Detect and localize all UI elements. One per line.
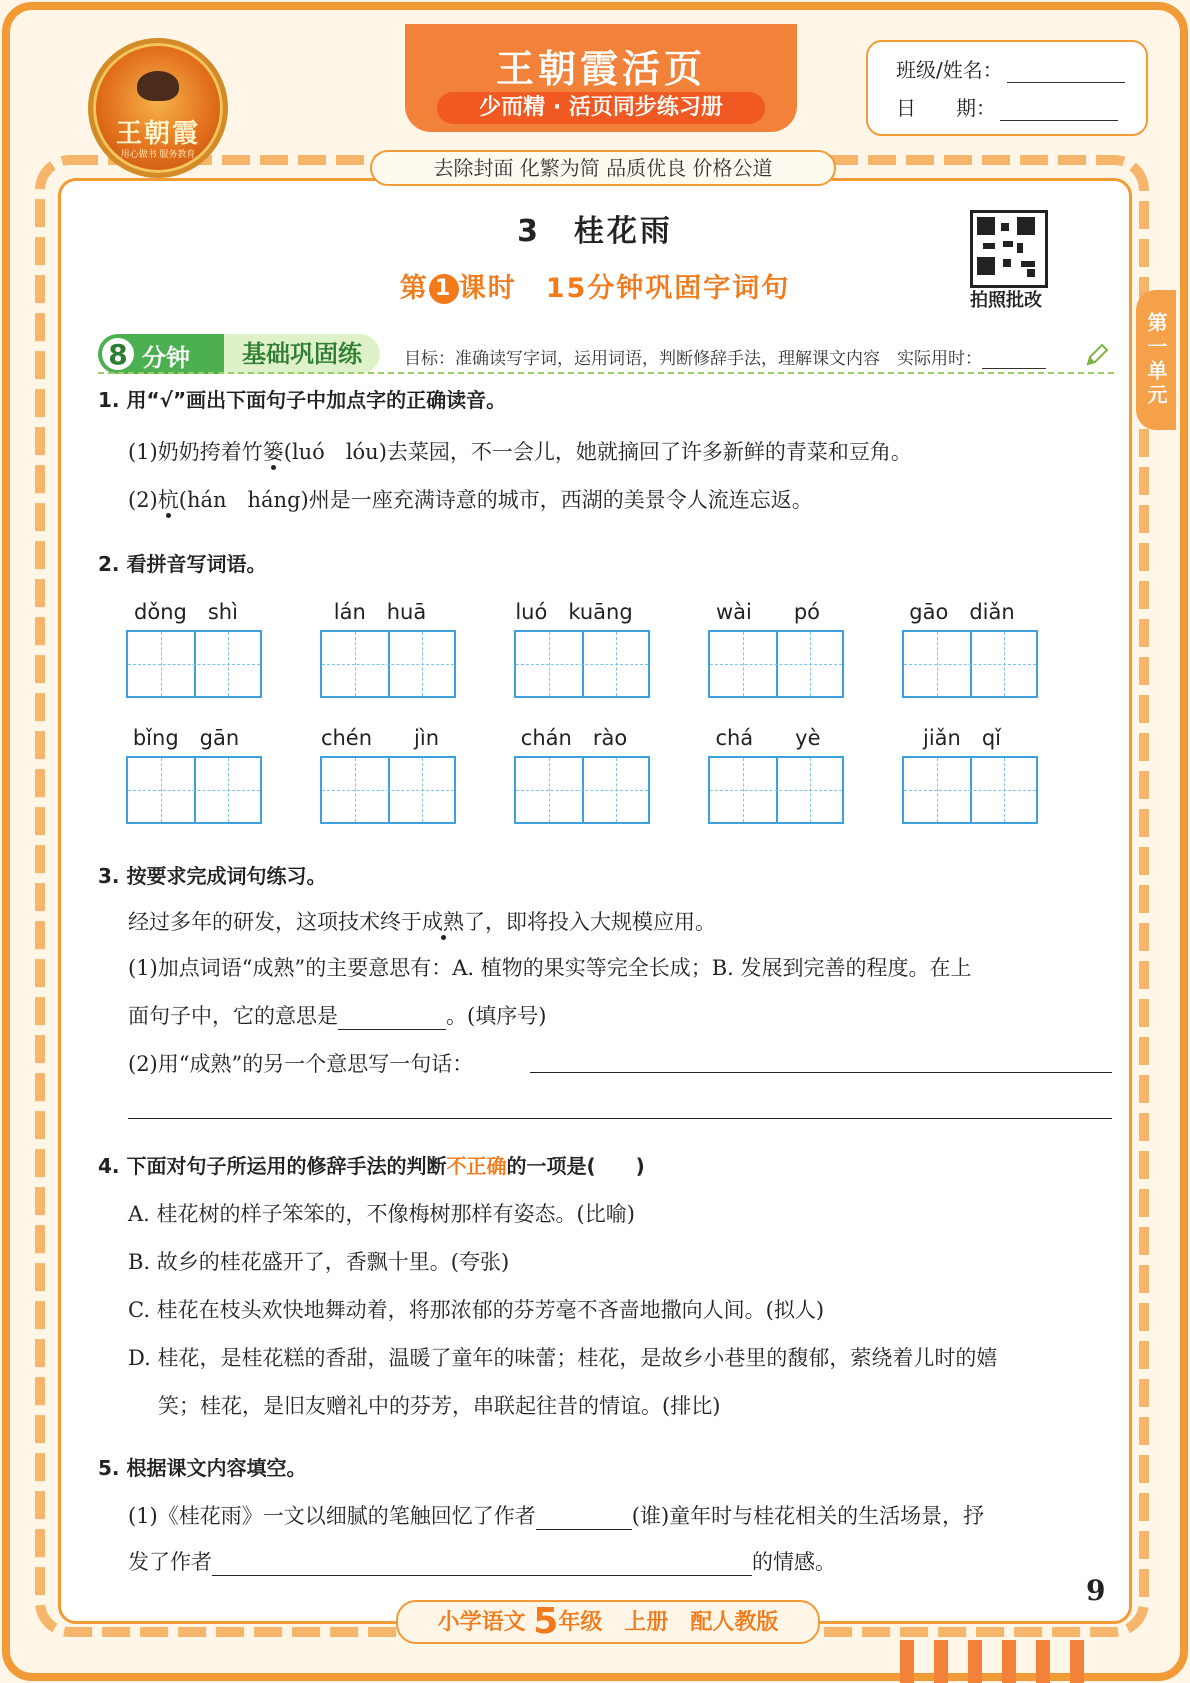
goal-text: 目标：准确读写字词，运用词语，判断修辞手法，理解课文内容 实际用时： [404,349,982,369]
q3-p1-cont-a: 面句子中，它的意思是 [128,1004,338,1028]
pinyin-label: lán huā [333,600,427,624]
pinyin-label: chán rào [520,726,628,750]
q5-l1-text-b: (谁)童年时与桂花相关的生活场景，抒 [631,1504,985,1528]
q1-l1-text-a: (1)奶奶挎着竹 [128,440,263,464]
question-3-sentence [128,906,716,936]
slogan: 去除封面 化繁为简 品质优良 价格公道 [370,150,836,186]
option-d-continued: 笑；桂花，是旧友赠礼中的芬芳，串联起往昔的情谊。(排比) [158,1394,721,1418]
question-3-part-1-continued [128,1000,546,1030]
q1-l1-dotted-char: 篓 [262,440,284,464]
pinyin-label: dǒng shì [134,600,238,624]
question-5-line-2 [128,1546,836,1576]
logo-tagline: 用心做书 服务教育 [120,150,196,160]
title-banner [405,24,797,132]
question-5-title: 5. 根据课文内容填空。 [98,1456,307,1480]
writing-grid[interactable] [708,756,844,824]
q1-l2-text-b: (hán háng)州是一座充满诗意的城市，西湖的美景令人流连忘返。 [178,488,813,512]
lesson-number: 1 [429,274,459,304]
q5-feeling-blank[interactable] [212,1555,752,1576]
time-used-field[interactable] [982,352,1046,369]
question-4-title [98,1150,645,1179]
minutes-unit: 分钟 [142,344,190,372]
decorative-stripes [900,1640,1120,1683]
question-3-part-2: (2)用“成熟”的另一个意思写一句话： [128,1052,474,1076]
q1-l1-text-b: (luó lóu)去菜园，不一会儿，她就摘回了许多新鲜的青菜和豆角。 [283,440,912,464]
writing-grid[interactable] [126,630,262,698]
practice-name: 基础巩固练 [224,334,380,374]
pinyin-label: wài pó [715,600,821,624]
lesson-sub-suffix: 课时 15分钟巩固字词句 [458,273,791,304]
section-goal [404,344,1046,369]
unit-side-tab: 第一单元 [1136,290,1176,430]
pinyin-label: chén jìn [320,726,440,750]
pinyin-label: chá yè [715,726,821,750]
q5-author-blank[interactable] [536,1509,632,1530]
question-2-title: 2. 看拼音写词语。 [98,552,267,576]
lesson-title: 3 桂花雨 [517,214,673,249]
footer-grade-number: 5 [533,1601,559,1642]
writing-grid[interactable] [708,630,844,698]
banner-title: 王朝霞活页 [495,46,706,91]
question-1-line-1 [128,436,912,466]
writing-grid[interactable] [320,630,456,698]
question-3-title: 3. 按要求完成词句练习。 [98,864,327,888]
question-5-line-1 [128,1500,984,1530]
q5-l1-text-a: (1)《桂花雨》一文以细腻的笔触回忆了作者 [128,1504,536,1528]
q5-l2-text-b: 的情感。 [752,1550,836,1574]
date-label: 日 期： [896,96,996,120]
minutes-number: 8 [100,336,136,372]
q3-dotted-word: 成熟 [422,910,464,934]
q3-answer-blank[interactable] [338,1009,446,1030]
date-row [896,92,1118,121]
q5-l2-text-a: 发了作者 [128,1550,212,1574]
writing-grid[interactable] [320,756,456,824]
q3-writing-line[interactable] [128,1118,1112,1119]
minutes-badge [98,334,228,374]
footer-subject: 小学语文 [437,1610,526,1635]
class-name-label: 班级/姓名： [896,58,1003,82]
q3-p1-cont-b: 。(填序号) [446,1004,547,1028]
date-field[interactable] [1000,100,1118,121]
writing-grid[interactable] [126,756,262,824]
lesson-sub-prefix: 第 [399,273,429,304]
page-number: 9 [1086,1574,1106,1607]
q4-title-a: 4. 下面对句子所运用的修辞手法的判断 [98,1154,447,1178]
q4-title-b: 的一项是( ) [506,1154,645,1178]
writing-grid[interactable] [514,756,650,824]
class-name-row [896,54,1125,83]
class-name-field[interactable] [1007,62,1125,83]
qr-code-icon[interactable] [970,210,1048,288]
option-c[interactable]: C. 桂花在枝头欢快地舞动着，将那浓郁的芬芳毫不吝啬地撒向人间。(拟人) [128,1298,825,1322]
portrait-icon [137,71,179,101]
option-d[interactable]: D. 桂花，是桂花糕的香甜，温暖了童年的味蕾；桂花，是故乡小巷里的馥郁，萦绕着儿时的嬉 [128,1346,998,1370]
pinyin-label: gāo diǎn [909,600,1015,624]
question-1-title: 1. 用“√”画出下面句子中加点字的正确读音。 [98,388,507,412]
writing-grid[interactable] [902,630,1038,698]
option-b[interactable]: B. 故乡的桂花盛开了，香飘十里。(夸张) [128,1250,510,1274]
q1-l2-text-a: (2) [128,488,158,512]
question-3-part-1: (1)加点词语“成熟”的主要意思有：A. 植物的果实等完全长成；B. 发展到完善的程度。在上 [128,956,972,980]
pinyin-label: bǐng gān [132,726,240,750]
footer-badge [396,1600,820,1644]
pencil-icon [1084,342,1110,368]
q3-sentence-a: 经过多年的研发，这项技术终于 [128,910,422,934]
writing-grid[interactable] [514,630,650,698]
brand-logo [88,38,228,178]
pinyin-label: luó kuāng [515,600,633,624]
qr-label: 拍照批改 [970,290,1042,311]
section-divider [98,372,1114,374]
option-a[interactable]: A. 桂花树的样子笨笨的，不像梅树那样有姿态。(比喻) [128,1202,635,1226]
footer-edition: 年级 上册 配人教版 [558,1610,779,1635]
student-info-box [866,40,1148,136]
q4-title-highlight: 不正确 [446,1154,507,1178]
question-1-line-2 [128,484,813,514]
q3-sentence-b: 了，即将投入大规模应用。 [464,910,716,934]
writing-grid[interactable] [902,756,1038,824]
pinyin-label: jiǎn qǐ [922,726,1001,750]
logo-name: 王朝霞 [115,119,200,149]
banner-subtitle: 少而精 · 活页同步练习册 [437,92,765,124]
q3-writing-line[interactable] [530,1072,1112,1073]
q1-l2-dotted-char: 杭 [157,488,179,512]
